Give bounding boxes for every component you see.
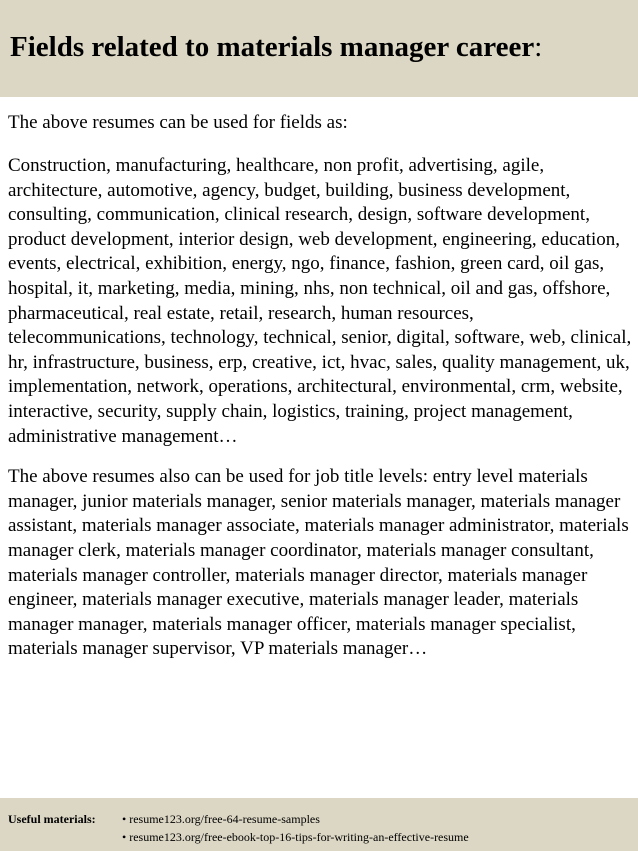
useful-materials-footer <box>0 798 638 851</box>
job-levels-paragraph: The above resumes also can be used for job title levels: entry level materials manager, junior materials manager, senior materials manager, materials manager assistant, materials manager associate, materials manager administrator, materials manager clerk, materials manager coordinator, materials manager consultant, materials manager controller, materials manager director, materials manager engineer, materials manager executive, materials manager leader, materials manager manager, materials manager officer, materials manager specialist, materials manager supervisor, VP materials manager… <box>8 466 629 660</box>
footer-link-ebook-tips[interactable]: • resume123.org/free-ebook-top-16-tips-for-writing-an-effective-resume <box>122 830 469 844</box>
title-banner <box>0 0 638 97</box>
footer-label-spacer <box>8 828 122 846</box>
page-title <box>10 30 638 64</box>
page-title-colon: : <box>534 31 543 63</box>
page-title-text: Fields related to materials manager career <box>10 31 535 63</box>
footer-label-colon: : <box>91 812 96 826</box>
footer-row-1 <box>8 810 638 828</box>
fields-paragraph: Construction, manufacturing, healthcare, non profit, advertising, agile, architecture, automotive, agency, budget, building, business development, consulting, communication, clinical research, design, software development, product development, interior design, web development, engineering, education, events, electrical, exhibition, energy, ngo, finance, fashion, green card, oil gas, hospital, it, marketing, media, mining, nhs, non technical, oil and gas, offshore, pharmaceutical, real estate, retail, research, human resources, telecommunications, technology, technical, senior, digital, software, web, clinical, hr, infrastructure, business, erp, creative, ict, hvac, sales, quality management, uk, implementation, network, operations, architectural, environmental, crm, website, interactive, security, supply chain, logistics, training, project management, administrative management… <box>8 155 632 447</box>
intro-text: The above resumes can be used for fields as: <box>8 112 348 133</box>
main-content <box>8 110 634 662</box>
footer-link-resume-samples[interactable]: • resume123.org/free-64-resume-samples <box>122 812 320 826</box>
footer-row-2 <box>8 828 638 846</box>
footer-label <box>8 810 122 828</box>
footer-label-text: Useful materials <box>8 812 92 826</box>
